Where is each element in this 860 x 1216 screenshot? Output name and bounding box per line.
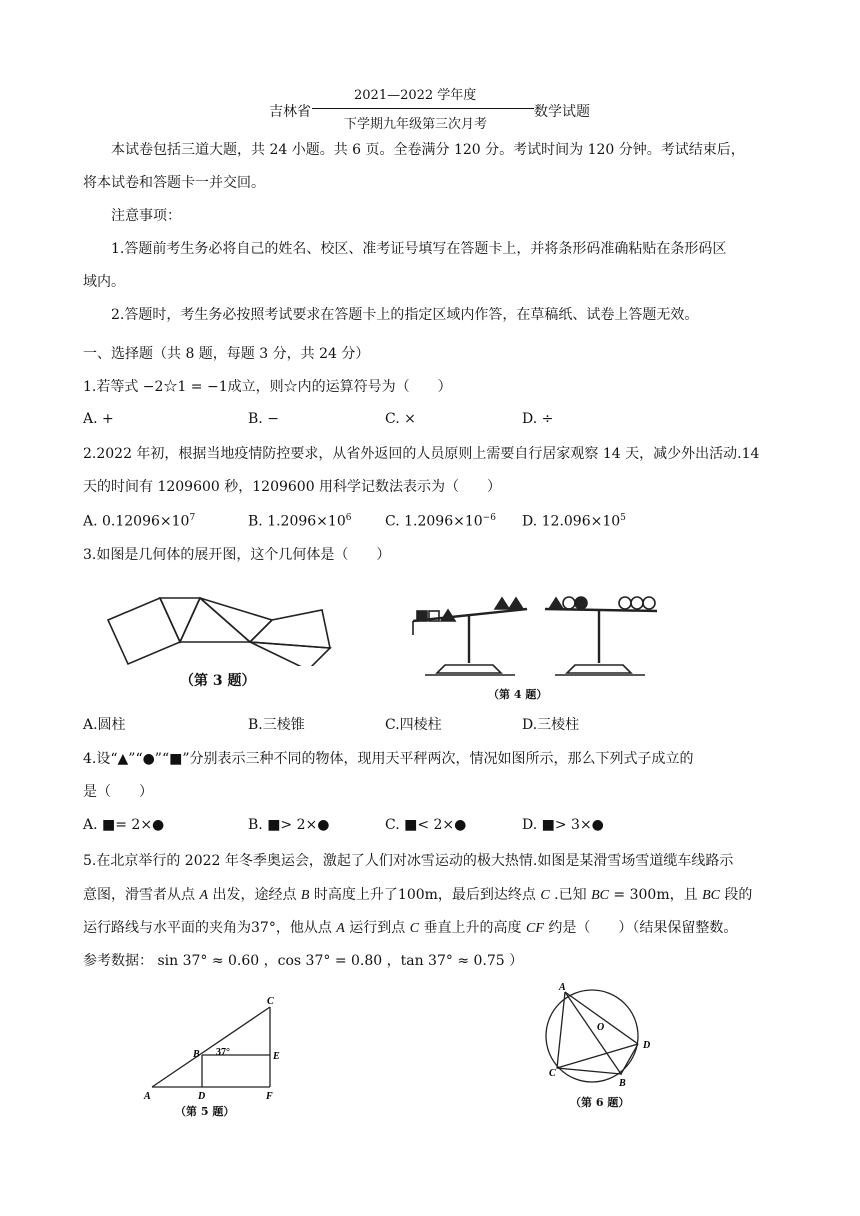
q1-stem: 1.若等式 −2☆1 = −1成立，则☆内的运算符号为（ ） bbox=[83, 379, 452, 395]
label-b: B bbox=[619, 1078, 626, 1089]
q5-text: 运行路线与水平面的夹角为37°，他从点 bbox=[83, 920, 337, 936]
q5-text: 垂直上升的高度 bbox=[419, 920, 526, 936]
q2-b-base: B. 1.2096×10 bbox=[248, 513, 346, 530]
label-b: B bbox=[193, 1049, 200, 1060]
q2-stem-line1: 2.2022 年初，根据当地疫情防控要求，从省外返回的人员原则上需要自行居家观察 14 天，减少外出活动.14 bbox=[83, 446, 760, 462]
q5-segment-bc: BC bbox=[591, 888, 609, 903]
note1-line2: 域内。 bbox=[83, 274, 125, 290]
q5-text: .已知 bbox=[549, 887, 592, 903]
header-subject: 数学试题 bbox=[534, 104, 590, 120]
q5-point-c: C bbox=[540, 888, 550, 903]
section1-title: 一、选择题（共 8 题，每题 3 分，共 24 分） bbox=[83, 346, 370, 362]
q3-option-b[interactable]: B.三棱锥 bbox=[248, 717, 305, 733]
triangle-abc bbox=[557, 992, 621, 1074]
header-province: 吉林省 bbox=[269, 104, 311, 120]
q1-option-a[interactable]: A. + bbox=[83, 411, 114, 427]
q3-option-d[interactable]: D.三棱柱 bbox=[522, 717, 580, 733]
q5-text: 意图，滑雪者从点 bbox=[83, 887, 200, 903]
label-o: O bbox=[597, 1022, 605, 1033]
q1-option-b[interactable]: B. − bbox=[248, 411, 279, 427]
q2-b-exp: 6 bbox=[345, 513, 352, 523]
q2-stem-line2: 天的时间有 1209600 秒，1209600 用科学记数法表示为（ ） bbox=[83, 479, 502, 495]
q5-segment-cf: CF bbox=[525, 921, 544, 936]
q2-option-d[interactable] bbox=[522, 513, 626, 530]
q3-option-a[interactable]: A.圆柱 bbox=[83, 717, 126, 733]
q5-stem-line2 bbox=[83, 886, 752, 905]
label-d: D bbox=[643, 1040, 651, 1051]
q4-option-c[interactable]: C. ■< 2×● bbox=[385, 817, 467, 833]
notes-title: 注意事项： bbox=[111, 208, 181, 224]
q1-option-c[interactable]: C. × bbox=[385, 411, 416, 427]
q2-a-exp: 7 bbox=[189, 513, 196, 523]
q5-point-b: B bbox=[300, 888, 310, 903]
header-term: 下学期九年级第三次月考 bbox=[344, 117, 488, 132]
label-a: A bbox=[144, 1091, 151, 1102]
intro-paragraph bbox=[83, 134, 778, 332]
q5-stem-line3 bbox=[83, 919, 737, 938]
note1-line1: 1.答题前考生务必将自己的姓名、校区、准考证号填写在答题卡上，并将条形码准确粘贴在条形码区 bbox=[111, 241, 727, 257]
q2-a-base: A. 0.12096×10 bbox=[83, 513, 190, 530]
net-square-1 bbox=[108, 598, 180, 664]
q5-point-c: C bbox=[409, 921, 420, 936]
note2: 2.答题时，考生务必按照考试要求在答题卡上的指定区域内作答，在草稿纸、试卷上答题无效。 bbox=[111, 307, 699, 323]
header-divider bbox=[312, 108, 534, 109]
net-square-2 bbox=[200, 598, 272, 642]
label-f: F bbox=[266, 1091, 273, 1102]
q5-text: 时高度上升了100m，最后到达终点 bbox=[309, 887, 541, 903]
label-c: C bbox=[267, 996, 274, 1007]
q5-text: 出发，途经点 bbox=[208, 887, 301, 903]
q5-point-a: A bbox=[199, 888, 209, 903]
balance-right bbox=[545, 597, 657, 675]
q3-stem: 3.如图是几何体的展开图，这个几何体是（ ） bbox=[83, 547, 391, 563]
header-year: 2021—2022 学年度 bbox=[354, 88, 477, 103]
line-ac bbox=[152, 1007, 270, 1087]
net-triangle-3 bbox=[250, 642, 330, 666]
intro-line1: 本试卷包括三道大题，共 24 小题。共 6 页。全卷满分 120 分。考试时间为 120 分钟。考试结束后， bbox=[111, 142, 745, 158]
label-a: A bbox=[559, 982, 566, 993]
q4-stem-line1: 4.设“▲”“●”“■”分别表示三种不同的物体，现用天平秤两次，情况如图所示，那么下列式子成立的 bbox=[83, 751, 694, 767]
figure-6-circle bbox=[535, 978, 665, 1090]
q2-option-a[interactable] bbox=[83, 513, 195, 530]
net-triangle-2 bbox=[180, 598, 250, 642]
q5-point-a: A bbox=[336, 921, 345, 936]
q2-option-b[interactable] bbox=[248, 513, 351, 530]
q4-option-b[interactable]: B. ■> 2×● bbox=[248, 817, 330, 833]
label-d: D bbox=[198, 1091, 206, 1102]
q5-stem-line1: 5.在北京举行的 2022 年冬季奥运会，激起了人们对冰雪运动的极大热情.如图是某滑雪场雪道缆车线路示 bbox=[83, 853, 734, 869]
q4-caption: （第 4 题） bbox=[488, 688, 548, 701]
q4-option-d[interactable]: D. ■> 3×● bbox=[522, 817, 604, 833]
label-c: C bbox=[549, 1068, 556, 1079]
label-e: E bbox=[273, 1051, 280, 1062]
q2-c-base: C. 1.2096×10 bbox=[385, 513, 483, 530]
q3-caption: （第 3 题） bbox=[180, 673, 256, 689]
q1-option-d[interactable]: D. ÷ bbox=[522, 411, 554, 427]
q2-d-base: D. 12.096×10 bbox=[522, 513, 621, 530]
q2-c-exp: −6 bbox=[482, 513, 496, 523]
figure-3-net bbox=[100, 590, 340, 666]
figure-4-balances bbox=[405, 585, 665, 685]
figure-5-triangle bbox=[140, 995, 290, 1105]
line-ad bbox=[565, 992, 638, 1044]
angle-label: 37° bbox=[216, 1047, 230, 1058]
q6-caption: （第 6 题） bbox=[570, 1096, 630, 1109]
balance-left bbox=[413, 598, 527, 675]
q2-d-exp: 5 bbox=[620, 513, 626, 523]
q5-caption: （第 5 题） bbox=[175, 1105, 235, 1118]
q3-option-c[interactable]: C.四棱柱 bbox=[385, 717, 442, 733]
q4-option-a[interactable]: A. ■= 2×● bbox=[83, 817, 165, 833]
q5-text: 约是（ ）（结果保留整数。 bbox=[543, 920, 738, 936]
q4-stem-line2: 是（ ） bbox=[83, 784, 153, 800]
q2-option-c[interactable] bbox=[385, 513, 496, 530]
net-triangle-1 bbox=[160, 598, 200, 642]
q5-reference-data: 参考数据： sin 37° ≈ 0.60 ，cos 37° = 0.80 ，tan 37° ≈ 0.75 ） bbox=[83, 953, 524, 969]
q5-text: 段的 bbox=[719, 887, 753, 903]
q5-text: = 300m，且 bbox=[608, 887, 703, 903]
q5-segment-bc: BC bbox=[702, 888, 720, 903]
q5-text: 运行到点 bbox=[344, 920, 410, 936]
intro-line2: 将本试卷和答题卡一并交回。 bbox=[83, 175, 265, 191]
